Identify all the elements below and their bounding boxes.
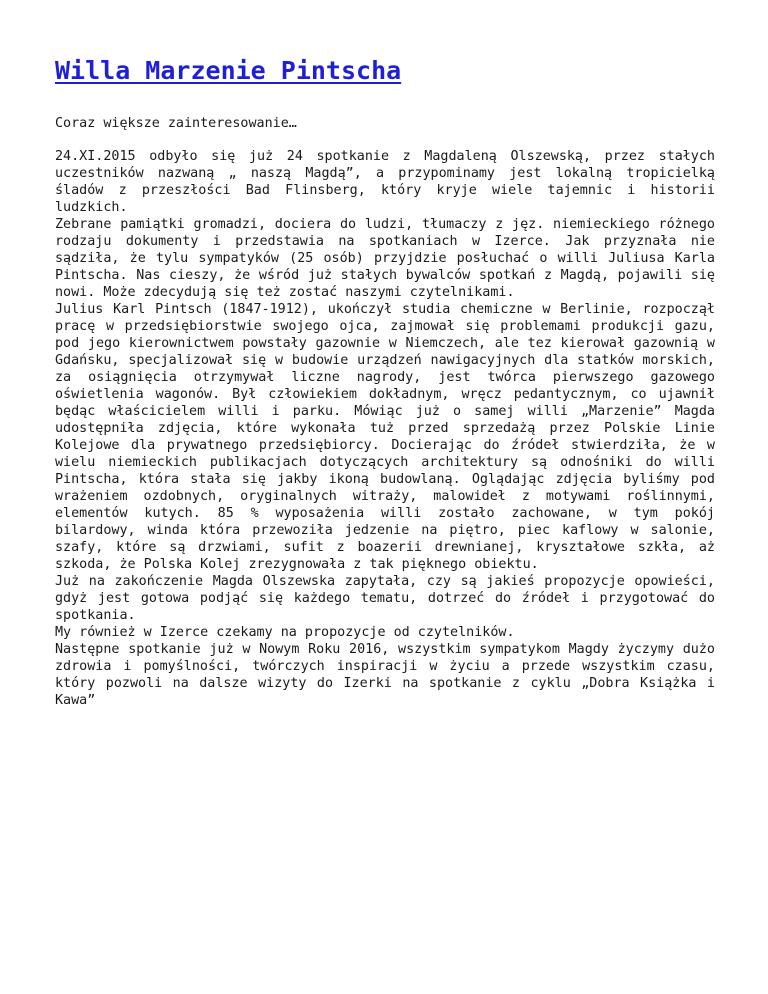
article-lead: Coraz większe zainteresowanie… bbox=[55, 116, 297, 131]
article-body bbox=[55, 148, 715, 709]
article-paragraph: Zebrane pamiątki gromadzi, dociera do ludzi, tłumaczy z jęz. niemieckiego różnego rodzaju dokumenty i przedstawia na spotkaniach w Izerce. Jak przyznała nie sądziła, że tylu sympatyków (25 osób) przyjdzie posłuchać o willi Juliusa Karla Pintscha. Nas cieszy, że wśród już stałych bywalców spotkań z Magdą, pojawili się nowi. Może zdecydują się też zostać naszymi czytelnikami. bbox=[55, 217, 715, 300]
article-paragraph: Już na zakończenie Magda Olszewska zapytała, czy są jakieś propozycje opowieści, gdyż jest gotowa podjąć się każdego tematu, dotrzeć do źródeł i przygotować do spotkania. bbox=[55, 574, 715, 623]
article-title-link[interactable]: Willa Marzenie Pintscha bbox=[55, 56, 402, 85]
article-paragraph: My również w Izerce czekamy na propozycje od czytelników. bbox=[55, 625, 515, 640]
article bbox=[55, 52, 715, 709]
article-paragraph: 24.XI.2015 odbyło się już 24 spotkanie z Magdaleną Olszewską, przez stałych uczestników nazwaną „ naszą Magdą”, a przypominamy jest lokalną tropicielką śladów z przeszłości Bad Flinsberg, który kryje wiele tajemnic i historii ludzkich. bbox=[55, 149, 715, 215]
article-paragraph: Następne spotkanie już w Nowym Roku 2016, wszystkim sympatykom Magdy życzymy dużo zdrowia i pomyślności, twórczych inspiracji w życiu a przede wszystkim czasu, który pozwoli na dalsze wizyty do Izerki na spotkanie z cyklu „Dobra Książka i Kawa” bbox=[55, 642, 715, 708]
article-paragraph: Julius Karl Pintsch (1847-1912), ukończył studia chemiczne w Berlinie, rozpoczął pracę w przedsiębiorstwie swojego ojca, zajmował się problemami produkcji gazu, pod jego kierownictwem powstały gazownie w Niemczech, ale tez kierował gazownią w Gdańsku, specjalizował się w budowie urządzeń nawigacyjnych dla statków morskich, za osiągnięcia otrzymywał liczne nagrody, jest twórca pierwszego gazowego oświetlenia wagonów. Był człowiekiem dokładnym, wręcz pedantycznym, co ujawnił będąc właścicielem willi i parku. Mówiąc już o samej willi „Marzenie” Magda udostępniła zdjęcia, które wykonała tuż przed sprzedażą przez Polskie Linie Kolejowe dla prywatnego przedsiębiorcy. Docierając do źródeł stwierdziła, że w wielu niemieckich publikacjach dotyczących architektury są odnośniki do willi Pintscha, która stała się jakby ikoną budowlaną. Oglądając zdjęcia byliśmy pod wrażeniem ozdobnych, oryginalnych witraży, malowideł z motywami roślinnymi, elementów kutych. 85 % wyposażenia willi zostało zachowane, w tym pokój bilardowy, winda która przewoziła jedzenie na piętro, piec kaflowy w salonie, szafy, które są drzwiami, sufit z boazerii drewnianej, kryształowe szkła, aż szkoda, że Polska Kolej zrezygnowała z tak pięknego obiektu. bbox=[55, 302, 715, 572]
